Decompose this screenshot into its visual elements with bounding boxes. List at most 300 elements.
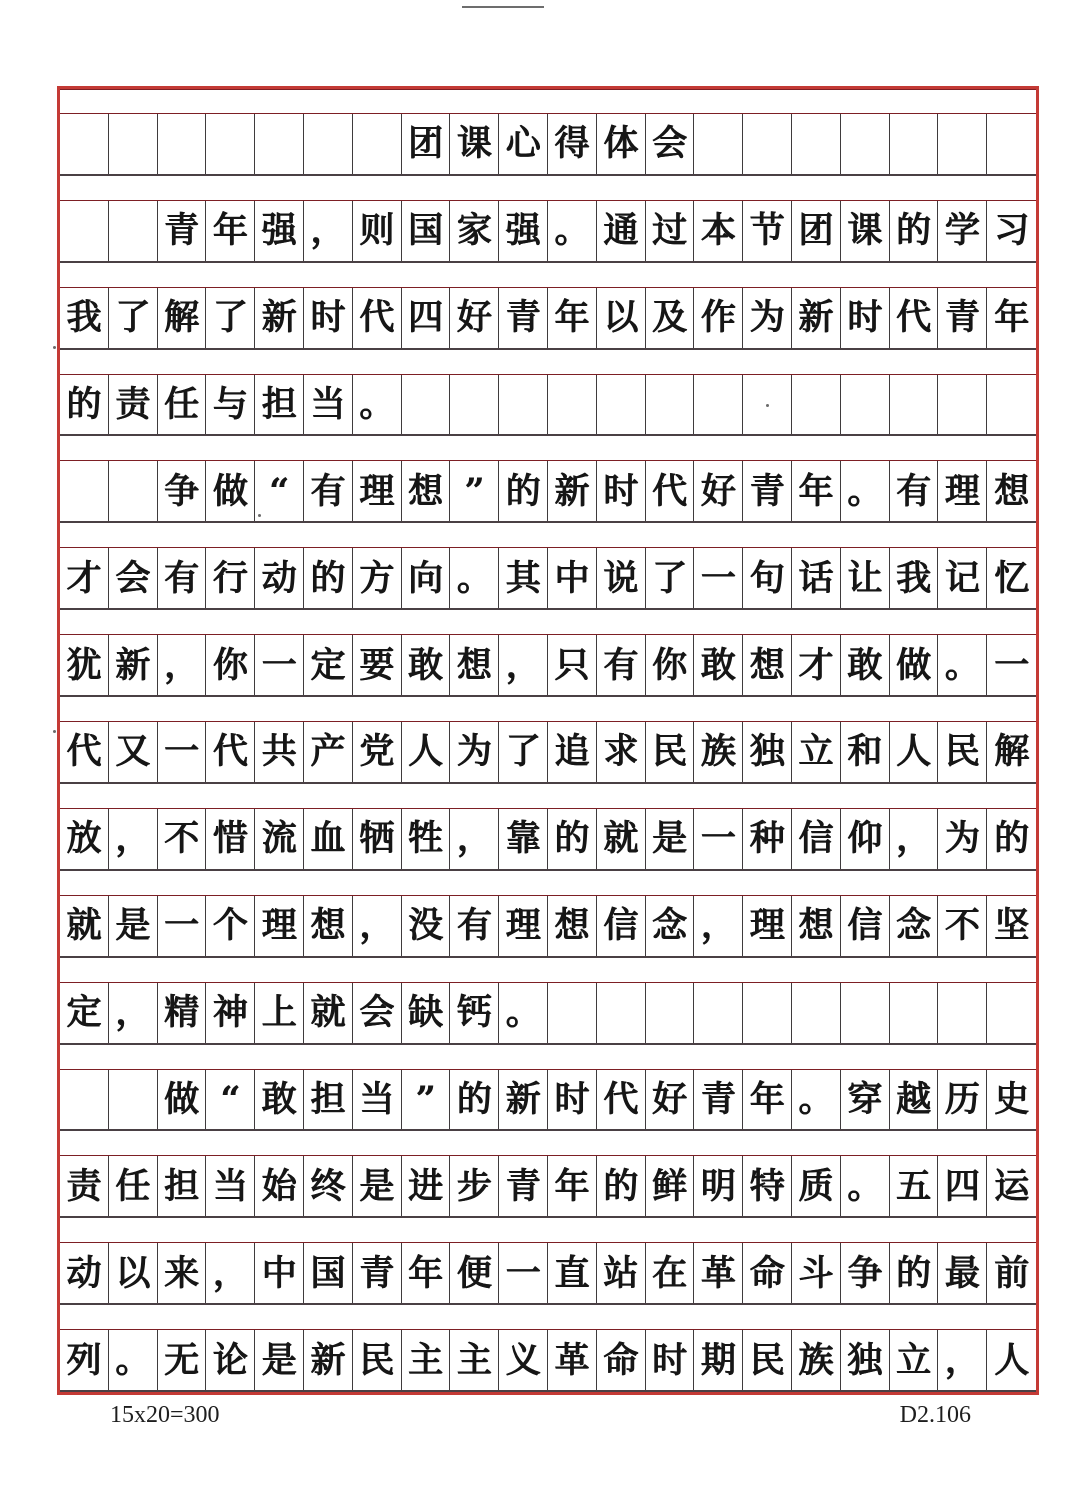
character-cell: 想 — [548, 896, 597, 956]
character-cell: ， — [158, 635, 207, 695]
character-cell: 犹 — [60, 635, 109, 695]
character-cell: 定 — [60, 983, 109, 1043]
character-cell: 新 — [499, 1070, 548, 1130]
character-cell: 任 — [158, 375, 207, 435]
character-cell: 时 — [548, 1070, 597, 1130]
character-cell: 特 — [743, 1156, 792, 1216]
character-cell: 穿 — [841, 1070, 890, 1130]
character-cell — [987, 983, 1036, 1043]
character-cell: 记 — [938, 548, 987, 608]
character-grid-row — [60, 548, 1036, 610]
character-cell: 。 — [792, 1070, 841, 1130]
character-cell: 新 — [255, 288, 304, 348]
character-cell: 一 — [694, 809, 743, 869]
composition-row — [60, 436, 1036, 523]
character-grid-row — [60, 983, 1036, 1045]
character-cell: 四 — [938, 1156, 987, 1216]
character-cell: 斗 — [792, 1243, 841, 1303]
character-cell: 及 — [646, 288, 695, 348]
paper-code: D2.106 — [899, 1402, 971, 1428]
character-cell: 就 — [304, 983, 353, 1043]
character-cell: 就 — [60, 896, 109, 956]
character-cell: 敢 — [402, 635, 451, 695]
character-grid-row — [60, 375, 1036, 437]
character-cell — [109, 1070, 158, 1130]
character-cell — [646, 983, 695, 1043]
character-cell: ， — [109, 809, 158, 869]
character-cell: 。 — [353, 375, 402, 435]
composition-row — [60, 1218, 1036, 1305]
character-cell: 最 — [938, 1243, 987, 1303]
character-cell: 担 — [158, 1156, 207, 1216]
character-cell: 我 — [890, 548, 939, 608]
character-cell: 的 — [548, 809, 597, 869]
character-cell: 惜 — [206, 809, 255, 869]
character-cell: 了 — [206, 288, 255, 348]
character-cell: 代 — [646, 461, 695, 521]
character-cell: 你 — [646, 635, 695, 695]
character-cell: 的 — [60, 375, 109, 435]
character-cell: 做 — [890, 635, 939, 695]
row-spacer — [60, 958, 1036, 983]
character-cell: 节 — [743, 201, 792, 261]
character-cell: 当 — [206, 1156, 255, 1216]
character-cell: 时 — [841, 288, 890, 348]
character-cell — [646, 375, 695, 435]
character-cell: 是 — [255, 1330, 304, 1390]
character-cell: 敢 — [255, 1070, 304, 1130]
character-cell: 就 — [597, 809, 646, 869]
character-cell: 来 — [158, 1243, 207, 1303]
character-cell: 。 — [450, 548, 499, 608]
character-cell: 坚 — [994, 905, 1030, 947]
character-cell: 有 — [597, 635, 646, 695]
character-cell: 站 — [597, 1243, 646, 1303]
character-cell: 革 — [548, 1330, 597, 1390]
character-cell — [792, 983, 841, 1043]
character-cell: 不 — [938, 896, 987, 956]
character-cell: 行 — [206, 548, 255, 608]
character-cell: 国 — [402, 201, 451, 261]
composition-row — [60, 1305, 1036, 1392]
character-cell: 话 — [792, 548, 841, 608]
character-cell: 新 — [792, 288, 841, 348]
character-cell: 是 — [353, 1156, 402, 1216]
character-cell: 要 — [353, 635, 402, 695]
character-cell: 人 — [890, 722, 939, 782]
character-cell: 团 — [402, 114, 451, 174]
character-cell: 定 — [304, 635, 353, 695]
character-cell: 共 — [255, 722, 304, 782]
character-cell: 方 — [353, 548, 402, 608]
character-cell: 做 — [158, 1070, 207, 1130]
character-cell: 有 — [158, 548, 207, 608]
character-cell: 青 — [158, 201, 207, 261]
character-cell: 责 — [60, 1156, 109, 1216]
character-cell: 中 — [255, 1243, 304, 1303]
row-spacer — [60, 89, 1036, 114]
character-cell: 在 — [646, 1243, 695, 1303]
character-cell: 仰 — [841, 809, 890, 869]
character-cell: 步 — [450, 1156, 499, 1216]
character-grid-row — [60, 288, 1036, 350]
character-cell: 产 — [304, 722, 353, 782]
character-cell: 是 — [646, 809, 695, 869]
character-cell: 得 — [548, 114, 597, 174]
character-cell: 。 — [548, 201, 597, 261]
character-cell: 史 — [994, 1078, 1030, 1120]
character-cell — [548, 375, 597, 435]
character-cell: 的 — [597, 1156, 646, 1216]
character-cell: 担 — [304, 1070, 353, 1130]
character-cell: 学 — [938, 201, 987, 261]
character-cell: 年 — [994, 297, 1030, 339]
character-cell: 独 — [841, 1330, 890, 1390]
composition-row — [60, 784, 1036, 871]
character-cell: 理 — [499, 896, 548, 956]
character-cell: 句 — [743, 548, 792, 608]
character-cell: 进 — [402, 1156, 451, 1216]
character-cell: 想 — [994, 470, 1030, 512]
character-cell: 责 — [109, 375, 158, 435]
character-cell: 为 — [743, 288, 792, 348]
character-cell: 终 — [304, 1156, 353, 1216]
character-cell: 的 — [450, 1070, 499, 1130]
character-cell: 求 — [597, 722, 646, 782]
character-cell: 鲜 — [646, 1156, 695, 1216]
character-cell: 立 — [890, 1330, 939, 1390]
character-cell: 四 — [402, 288, 451, 348]
character-cell: 国 — [304, 1243, 353, 1303]
character-cell: 期 — [694, 1330, 743, 1390]
character-cell: 代 — [353, 288, 402, 348]
character-cell: 越 — [890, 1070, 939, 1130]
character-cell: 。 — [841, 461, 890, 521]
character-cell: 放 — [60, 809, 109, 869]
character-cell: ” — [450, 461, 499, 521]
character-cell: 上 — [255, 983, 304, 1043]
character-cell: 的 — [499, 461, 548, 521]
character-cell — [499, 375, 548, 435]
character-grid-row — [60, 635, 1036, 697]
character-cell — [890, 375, 939, 435]
character-cell: 有 — [450, 896, 499, 956]
character-cell: 质 — [792, 1156, 841, 1216]
character-cell: 族 — [694, 722, 743, 782]
character-cell: 强 — [255, 201, 304, 261]
character-cell — [402, 375, 451, 435]
character-cell: 。 — [938, 635, 987, 695]
character-cell — [548, 983, 597, 1043]
character-cell: 了 — [109, 288, 158, 348]
row-spacer — [60, 436, 1036, 461]
character-cell: 为 — [938, 809, 987, 869]
character-cell: 理 — [743, 896, 792, 956]
character-cell: 才 — [60, 548, 109, 608]
character-cell: 时 — [597, 461, 646, 521]
character-cell: 忆 — [994, 557, 1030, 599]
character-cell: 想 — [402, 461, 451, 521]
character-cell: 五 — [890, 1156, 939, 1216]
character-cell: 又 — [109, 722, 158, 782]
character-cell: 直 — [548, 1243, 597, 1303]
character-cell — [109, 461, 158, 521]
character-cell: 心 — [499, 114, 548, 174]
composition-row — [60, 610, 1036, 697]
composition-row — [60, 1131, 1036, 1218]
character-cell: 中 — [548, 548, 597, 608]
row-spacer — [60, 610, 1036, 635]
character-cell — [109, 114, 158, 174]
character-cell: 做 — [206, 461, 255, 521]
character-cell: 想 — [450, 635, 499, 695]
character-cell: 明 — [694, 1156, 743, 1216]
character-cell: 理 — [938, 461, 987, 521]
character-cell: 新 — [548, 461, 597, 521]
character-cell: 始 — [255, 1156, 304, 1216]
character-cell: 党 — [353, 722, 402, 782]
character-cell: 敢 — [694, 635, 743, 695]
character-cell — [841, 983, 890, 1043]
character-grid-row — [60, 722, 1036, 784]
character-cell: 民 — [353, 1330, 402, 1390]
character-cell — [60, 201, 109, 261]
character-cell: 钙 — [450, 983, 499, 1043]
character-cell: 作 — [694, 288, 743, 348]
character-cell: 革 — [694, 1243, 743, 1303]
character-cell: 当 — [353, 1070, 402, 1130]
character-grid-row — [60, 1243, 1036, 1305]
character-cell: 团 — [792, 201, 841, 261]
composition-row — [60, 176, 1036, 263]
character-cell: 青 — [938, 288, 987, 348]
composition-row — [60, 263, 1036, 350]
character-cell: 会 — [646, 114, 695, 174]
paper-capacity-label: 15x20=300 — [110, 1402, 220, 1428]
character-cell: 独 — [743, 722, 792, 782]
character-cell — [597, 983, 646, 1043]
row-spacer — [60, 176, 1036, 201]
character-cell: 新 — [304, 1330, 353, 1390]
character-cell: ， — [890, 809, 939, 869]
composition-row — [60, 1045, 1036, 1132]
character-cell: 的 — [304, 548, 353, 608]
character-cell: 好 — [450, 288, 499, 348]
character-cell: 种 — [743, 809, 792, 869]
character-cell: 时 — [304, 288, 353, 348]
row-spacer — [60, 1218, 1036, 1243]
character-cell — [353, 114, 402, 174]
character-cell — [987, 114, 1036, 174]
composition-row — [60, 350, 1036, 437]
character-cell: 人 — [994, 1339, 1030, 1381]
character-cell: 民 — [938, 722, 987, 782]
character-cell: 解 — [994, 731, 1030, 773]
character-cell: 族 — [792, 1330, 841, 1390]
character-cell: 前 — [994, 1252, 1030, 1294]
character-cell: 动 — [255, 548, 304, 608]
character-cell: 牲 — [402, 809, 451, 869]
character-cell: 让 — [841, 548, 890, 608]
character-cell: 争 — [841, 1243, 890, 1303]
character-cell: 精 — [158, 983, 207, 1043]
character-cell: 论 — [206, 1330, 255, 1390]
character-cell — [841, 114, 890, 174]
character-cell: ， — [109, 983, 158, 1043]
character-cell: 个 — [206, 896, 255, 956]
character-cell: 青 — [499, 1156, 548, 1216]
character-cell: 青 — [694, 1070, 743, 1130]
character-cell: 民 — [743, 1330, 792, 1390]
character-cell: ， — [206, 1243, 255, 1303]
character-cell — [60, 461, 109, 521]
character-cell: 代 — [60, 722, 109, 782]
stray-dot — [766, 404, 769, 407]
character-cell: 命 — [743, 1243, 792, 1303]
composition-sheet — [57, 86, 1039, 1395]
character-grid-row — [60, 809, 1036, 871]
stray-dot — [53, 346, 56, 349]
character-cell: 一 — [158, 722, 207, 782]
row-spacer — [60, 350, 1036, 375]
row-spacer — [60, 1131, 1036, 1156]
row-spacer — [60, 784, 1036, 809]
character-cell: 青 — [353, 1243, 402, 1303]
character-cell — [938, 983, 987, 1043]
composition-row — [60, 697, 1036, 784]
character-cell: 主 — [450, 1330, 499, 1390]
character-cell: 好 — [694, 461, 743, 521]
character-cell — [60, 1070, 109, 1130]
character-cell: 的 — [890, 201, 939, 261]
character-cell — [743, 983, 792, 1043]
character-cell — [694, 375, 743, 435]
character-cell: “ — [206, 1070, 255, 1130]
character-cell: 理 — [353, 461, 402, 521]
character-cell: 没 — [402, 896, 451, 956]
character-cell: 代 — [597, 1070, 646, 1130]
character-cell: 念 — [890, 896, 939, 956]
character-cell — [450, 375, 499, 435]
character-cell — [987, 375, 1036, 435]
character-cell: 年 — [792, 461, 841, 521]
composition-grid — [60, 89, 1036, 1392]
stray-dot — [258, 514, 261, 517]
character-grid-row — [60, 114, 1036, 176]
character-cell — [743, 114, 792, 174]
character-cell: 与 — [206, 375, 255, 435]
character-cell: 列 — [60, 1330, 109, 1390]
character-cell: 缺 — [402, 983, 451, 1043]
character-cell — [158, 114, 207, 174]
character-cell: 说 — [597, 548, 646, 608]
character-cell: 。 — [499, 983, 548, 1043]
character-cell: 了 — [499, 722, 548, 782]
character-grid-row — [60, 896, 1036, 958]
character-cell: 担 — [255, 375, 304, 435]
character-cell: ， — [353, 896, 402, 956]
character-cell: 年 — [206, 201, 255, 261]
composition-row — [60, 523, 1036, 610]
row-spacer — [60, 1305, 1036, 1330]
character-cell: 民 — [646, 722, 695, 782]
character-cell: 任 — [109, 1156, 158, 1216]
character-cell: 解 — [158, 288, 207, 348]
character-cell: 不 — [158, 809, 207, 869]
row-spacer — [60, 523, 1036, 548]
character-cell — [109, 201, 158, 261]
character-cell: 青 — [743, 461, 792, 521]
character-cell — [938, 114, 987, 174]
character-cell: 当 — [304, 375, 353, 435]
character-cell: 便 — [450, 1243, 499, 1303]
row-spacer — [60, 871, 1036, 896]
character-cell: 则 — [353, 201, 402, 261]
character-cell: 向 — [402, 548, 451, 608]
character-cell: 才 — [792, 635, 841, 695]
character-grid-row — [60, 461, 1036, 523]
character-cell: 一 — [694, 548, 743, 608]
character-cell — [597, 375, 646, 435]
character-cell: 新 — [109, 635, 158, 695]
character-cell: 理 — [255, 896, 304, 956]
character-cell: 想 — [304, 896, 353, 956]
character-cell: 强 — [499, 201, 548, 261]
character-cell: 年 — [402, 1243, 451, 1303]
character-cell — [890, 114, 939, 174]
character-grid-row — [60, 1156, 1036, 1218]
character-cell: 本 — [694, 201, 743, 261]
character-cell: 好 — [646, 1070, 695, 1130]
character-cell: 神 — [206, 983, 255, 1043]
character-cell: 和 — [841, 722, 890, 782]
character-cell: 靠 — [499, 809, 548, 869]
character-cell: 的 — [890, 1243, 939, 1303]
character-cell: 一 — [255, 635, 304, 695]
character-cell: 为 — [450, 722, 499, 782]
character-cell: 牺 — [353, 809, 402, 869]
character-cell: 年 — [548, 288, 597, 348]
character-cell — [206, 114, 255, 174]
character-cell: 立 — [792, 722, 841, 782]
character-grid-row — [60, 1330, 1036, 1392]
character-cell: 年 — [548, 1156, 597, 1216]
character-cell: 动 — [60, 1243, 109, 1303]
character-cell: 无 — [158, 1330, 207, 1390]
character-cell: 一 — [158, 896, 207, 956]
character-cell: 。 — [841, 1156, 890, 1216]
character-cell: 有 — [890, 461, 939, 521]
character-cell — [938, 375, 987, 435]
character-cell: 通 — [597, 201, 646, 261]
character-cell: 习 — [994, 210, 1030, 252]
character-cell: 想 — [792, 896, 841, 956]
character-cell: 追 — [548, 722, 597, 782]
character-cell: 念 — [646, 896, 695, 956]
character-cell: 命 — [597, 1330, 646, 1390]
character-cell — [792, 114, 841, 174]
character-cell: 历 — [938, 1070, 987, 1130]
character-cell: 以 — [597, 288, 646, 348]
character-cell — [694, 983, 743, 1043]
character-cell: 只 — [548, 635, 597, 695]
character-cell: 时 — [646, 1330, 695, 1390]
character-cell — [304, 114, 353, 174]
character-cell — [255, 114, 304, 174]
character-cell: 一 — [499, 1243, 548, 1303]
stray-dot — [53, 730, 56, 733]
character-cell: “ — [255, 461, 304, 521]
